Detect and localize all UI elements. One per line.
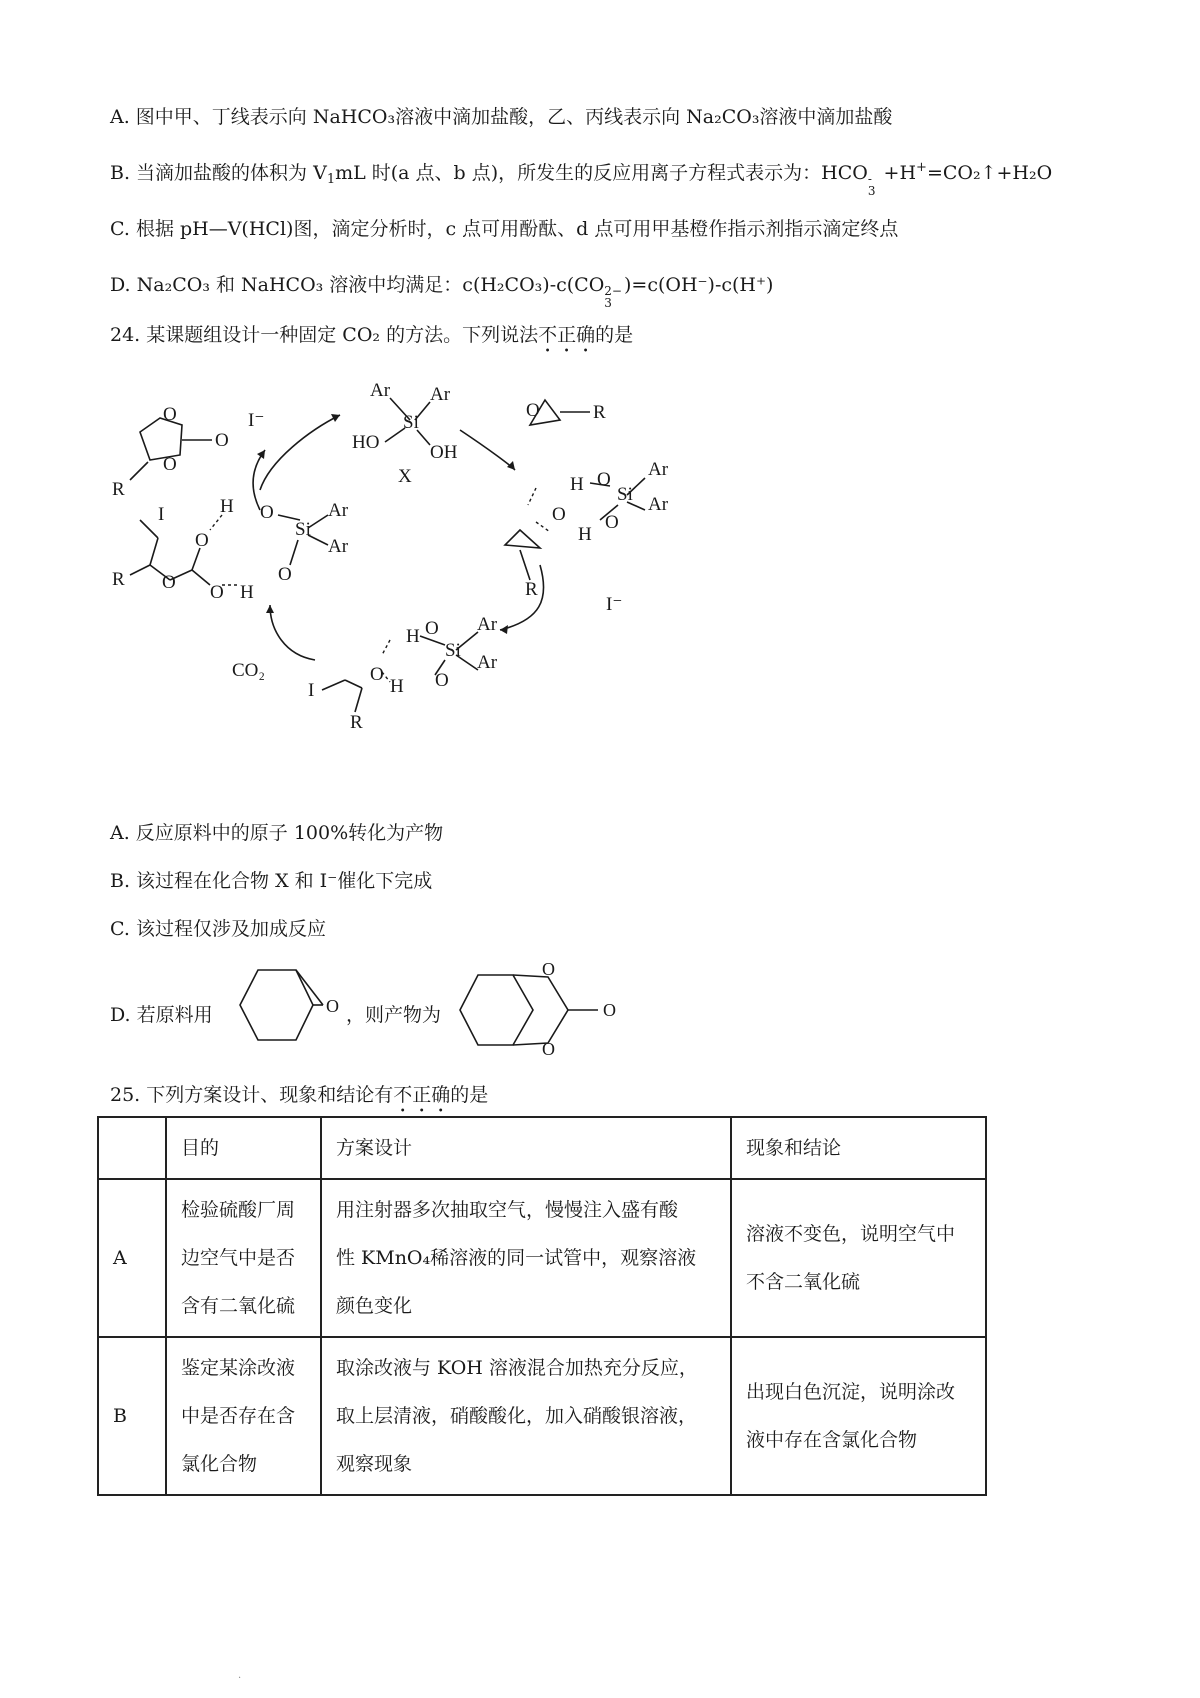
iodine-atom: I [308,680,315,701]
q23-option-c: C. 根据 pH—V(HCl)图，滴定分析时，c 点可用酚酞、d 点可用甲基橙作指示剂指示滴定终点 [110,218,899,240]
atom-o: O [278,564,292,585]
atom-o: O [526,400,540,421]
footer-mark: . [238,1670,242,1681]
silicon-atom: Si [403,412,419,433]
q25-stem: 25. 下列方案设计、现象和结论有不正确的是 [110,1084,489,1106]
co2-fixation-scheme [100,370,720,790]
aryl-group: Ar [648,459,669,480]
catalyst-x-label: X [398,466,412,487]
atom-o: O [552,504,566,525]
silicon-atom: Si [445,640,461,661]
q23-option-d: D. Na₂CO₃ 和 NaHCO₃ 溶液中均满足：c(H₂CO₃)-c(CO 2− 3 )=c(OH⁻)-c(H⁺) [110,274,774,310]
aryl-group: Ar [477,652,498,673]
table-row [98,1337,986,1495]
aryl-group: Ar [430,384,451,405]
product-carbonate-structure [458,955,628,1065]
group-r: R [112,479,125,500]
atom-o: O [435,670,449,691]
atom-o: O [215,430,229,451]
group-r: R [593,402,606,423]
aryl-group: Ar [648,494,669,515]
aryl-group: Ar [328,536,349,557]
atom-o: O [605,512,619,533]
silicon-atom: Si [295,519,311,540]
header-cell [98,1117,166,1179]
header-cell: 方案设计 [321,1117,731,1179]
purpose-cell: 鉴定某涂改液 中是否存在含 氯化合物 [166,1337,321,1495]
co2-label: CO₂ [232,660,266,681]
atom-h: H [578,524,592,545]
q23-option-b: B. 当滴加盐酸的体积为 $V_1mL$ 时(a 点、b 点)，所发生的反应用离子方程式表示为：HCO - 3 +H+=CO₂↑+H₂O [110,160,1053,198]
atom-o: O [210,582,224,603]
atom-o: O [163,404,177,425]
atom-o: O [326,996,339,1016]
atom-h: H [220,496,234,517]
iodine-atom: I [158,504,165,525]
atom-o: O [542,1039,555,1059]
atom-o: O [162,572,176,593]
design-cell: 取涂改液与 KOH 溶液混合加热充分反应， 取上层清液，硝酸酸化，加入硝酸银溶液， 观察现象 [321,1337,731,1495]
result-cell: 溶液不变色，说明空气中 不含二氧化硫 [731,1179,986,1337]
q25-table [97,1116,987,1496]
q24-option-c: C. 该过程仅涉及加成反应 [110,918,326,940]
header-cell: 现象和结论 [731,1117,986,1179]
aryl-group: Ar [328,500,349,521]
atom-h: H [570,474,584,495]
atom-h: H [406,626,420,647]
q24-stem: 24. 某课题组设计一种固定 CO₂ 的方法。下列说法不正确的是 [110,324,634,346]
atom-h: H [390,676,404,697]
silicon-atom: Si [617,484,633,505]
table-header-row [98,1117,986,1179]
aryl-group: Ar [370,380,391,401]
q24-option-b: B. 该过程在化合物 X 和 I⁻催化下完成 [110,870,433,892]
row-label: A [98,1179,166,1337]
group-r: R [112,569,125,590]
cyclohexene-oxide-structure [228,960,348,1060]
q24-option-a: A. 反应原料中的原子 100%转化为产物 [110,822,444,844]
atom-o: O [542,959,555,979]
atom-o: O [603,1000,616,1020]
q24-option-d: D. 若原料用 [110,1004,213,1026]
table-row [98,1179,986,1337]
atom-o: O [597,469,611,490]
hydroxyl-group: HO [352,432,380,453]
hydroxyl-group: OH [430,442,458,463]
atom-h: H [240,582,254,603]
group-r: R [350,712,363,733]
design-cell: 用注射器多次抽取空气，慢慢注入盛有酸 性 KMnO₄稀溶液的同一试管中，观察溶液 颜色变化 [321,1179,731,1337]
row-label: B [98,1337,166,1495]
aryl-group: Ar [477,614,498,635]
atom-o: O [425,618,439,639]
q23-option-a: A. 图中甲、丁线表示向 NaHCO₃溶液中滴加盐酸，乙、丙线表示向 Na₂CO₃溶液中滴加盐酸 [110,106,893,128]
result-cell: 出现白色沉淀，说明涂改 液中存在含氯化合物 [731,1337,986,1495]
q24-option-d-mid: ，则产物为 [346,1004,442,1026]
iodide-label: I⁻ [606,594,623,615]
atom-o: O [370,664,384,685]
purpose-cell: 检验硫酸厂周 边空气中是否 含有二氧化硫 [166,1179,321,1337]
group-r: R [525,579,538,600]
atom-o: O [163,454,177,475]
atom-o: O [195,530,209,551]
atom-o: O [260,502,274,523]
header-cell: 目的 [166,1117,321,1179]
iodide-label: I⁻ [248,410,265,431]
